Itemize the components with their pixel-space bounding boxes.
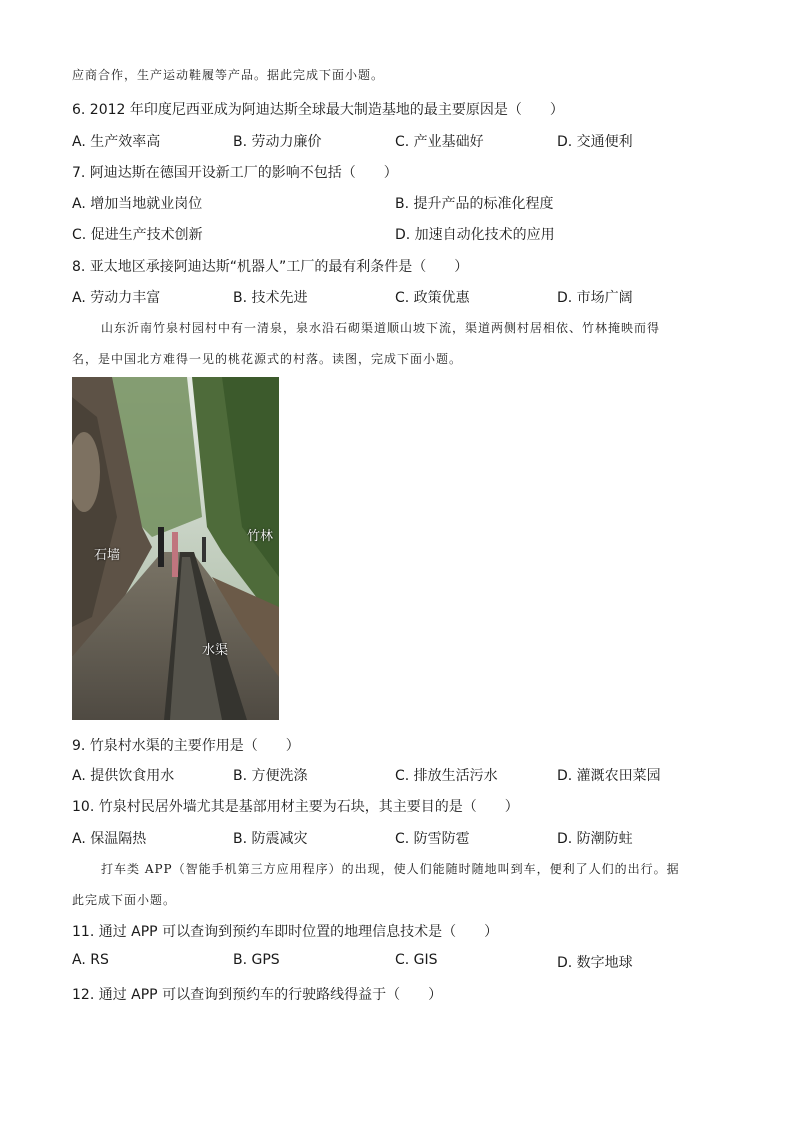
q10-option-d: D. 防潮防蛀 (557, 831, 633, 847)
q10-option-b: B. 防震减灾 (233, 831, 308, 847)
q11-option-b: B. GPS (233, 952, 280, 968)
question-9-stem: 9. 竹泉村水渠的主要作用是（ ） (72, 738, 300, 754)
q7-option-c: C. 促进生产技术创新 (72, 227, 203, 243)
q11-option-a: A. RS (72, 952, 109, 968)
passage-app-line1: 打车类 APP（智能手机第三方应用程序）的出现，使人们能随时随地叫到车，便利了人们的出行。据 (101, 862, 680, 876)
q9-option-d: D. 灌溉农田菜园 (557, 768, 661, 784)
q6-option-a: A. 生产效率高 (72, 134, 161, 150)
q11-option-c: C. GIS (395, 952, 438, 968)
question-6-stem: 6. 2012 年印度尼西亚成为阿迪达斯全球最大制造基地的最主要原因是（ ） (72, 102, 564, 118)
q6-option-d: D. 交通便利 (557, 134, 633, 150)
question-7-stem: 7. 阿迪达斯在德国开设新工厂的影响不包括（ ） (72, 165, 398, 181)
village-photo (72, 377, 279, 720)
q8-option-a: A. 劳动力丰富 (72, 290, 161, 306)
label-bamboo: 竹林 (247, 529, 274, 544)
intro-tail: 应商合作，生产运动鞋履等产品。据此完成下面小题。 (72, 68, 385, 82)
label-stone-wall: 石墙 (94, 548, 121, 563)
q7-option-d: D. 加速自动化技术的应用 (395, 227, 555, 243)
q7-option-a: A. 增加当地就业岗位 (72, 196, 203, 212)
q8-option-b: B. 技术先进 (233, 290, 308, 306)
question-11-stem: 11. 通过 APP 可以查询到预约车即时位置的地理信息技术是（ ） (72, 924, 499, 940)
question-10-stem: 10. 竹泉村民居外墙尤其是基部用材主要为石块，其主要目的是（ ） (72, 799, 519, 815)
q6-option-c: C. 产业基础好 (395, 134, 484, 150)
passage-zhuquan-line1: 山东沂南竹泉村园村中有一清泉，泉水沿石砌渠道顺山坡下流，渠道两侧村居相依、竹林掩映而得 (101, 321, 661, 335)
q8-option-c: C. 政策优惠 (395, 290, 470, 306)
passage-app-line2: 此完成下面小题。 (72, 893, 177, 907)
q11-option-d: D. 数字地球 (557, 955, 633, 971)
q8-option-d: D. 市场广阔 (557, 290, 633, 306)
q6-option-b: B. 劳动力廉价 (233, 134, 322, 150)
q9-option-c: C. 排放生活污水 (395, 768, 498, 784)
question-12-stem: 12. 通过 APP 可以查询到预约车的行驶路线得益于（ ） (72, 987, 443, 1003)
question-8-stem: 8. 亚太地区承接阿迪达斯“机器人”工厂的最有利条件是（ ） (72, 259, 469, 275)
passage-zhuquan-line2: 名，是中国北方难得一见的桃花源式的村落。读图，完成下面小题。 (72, 352, 463, 366)
q9-option-b: B. 方便洗涤 (233, 768, 308, 784)
label-water-channel: 水渠 (202, 643, 229, 658)
q10-option-c: C. 防雪防雹 (395, 831, 470, 847)
q10-option-a: A. 保温隔热 (72, 831, 147, 847)
q7-option-b: B. 提升产品的标准化程度 (395, 196, 554, 212)
q9-option-a: A. 提供饮食用水 (72, 768, 175, 784)
